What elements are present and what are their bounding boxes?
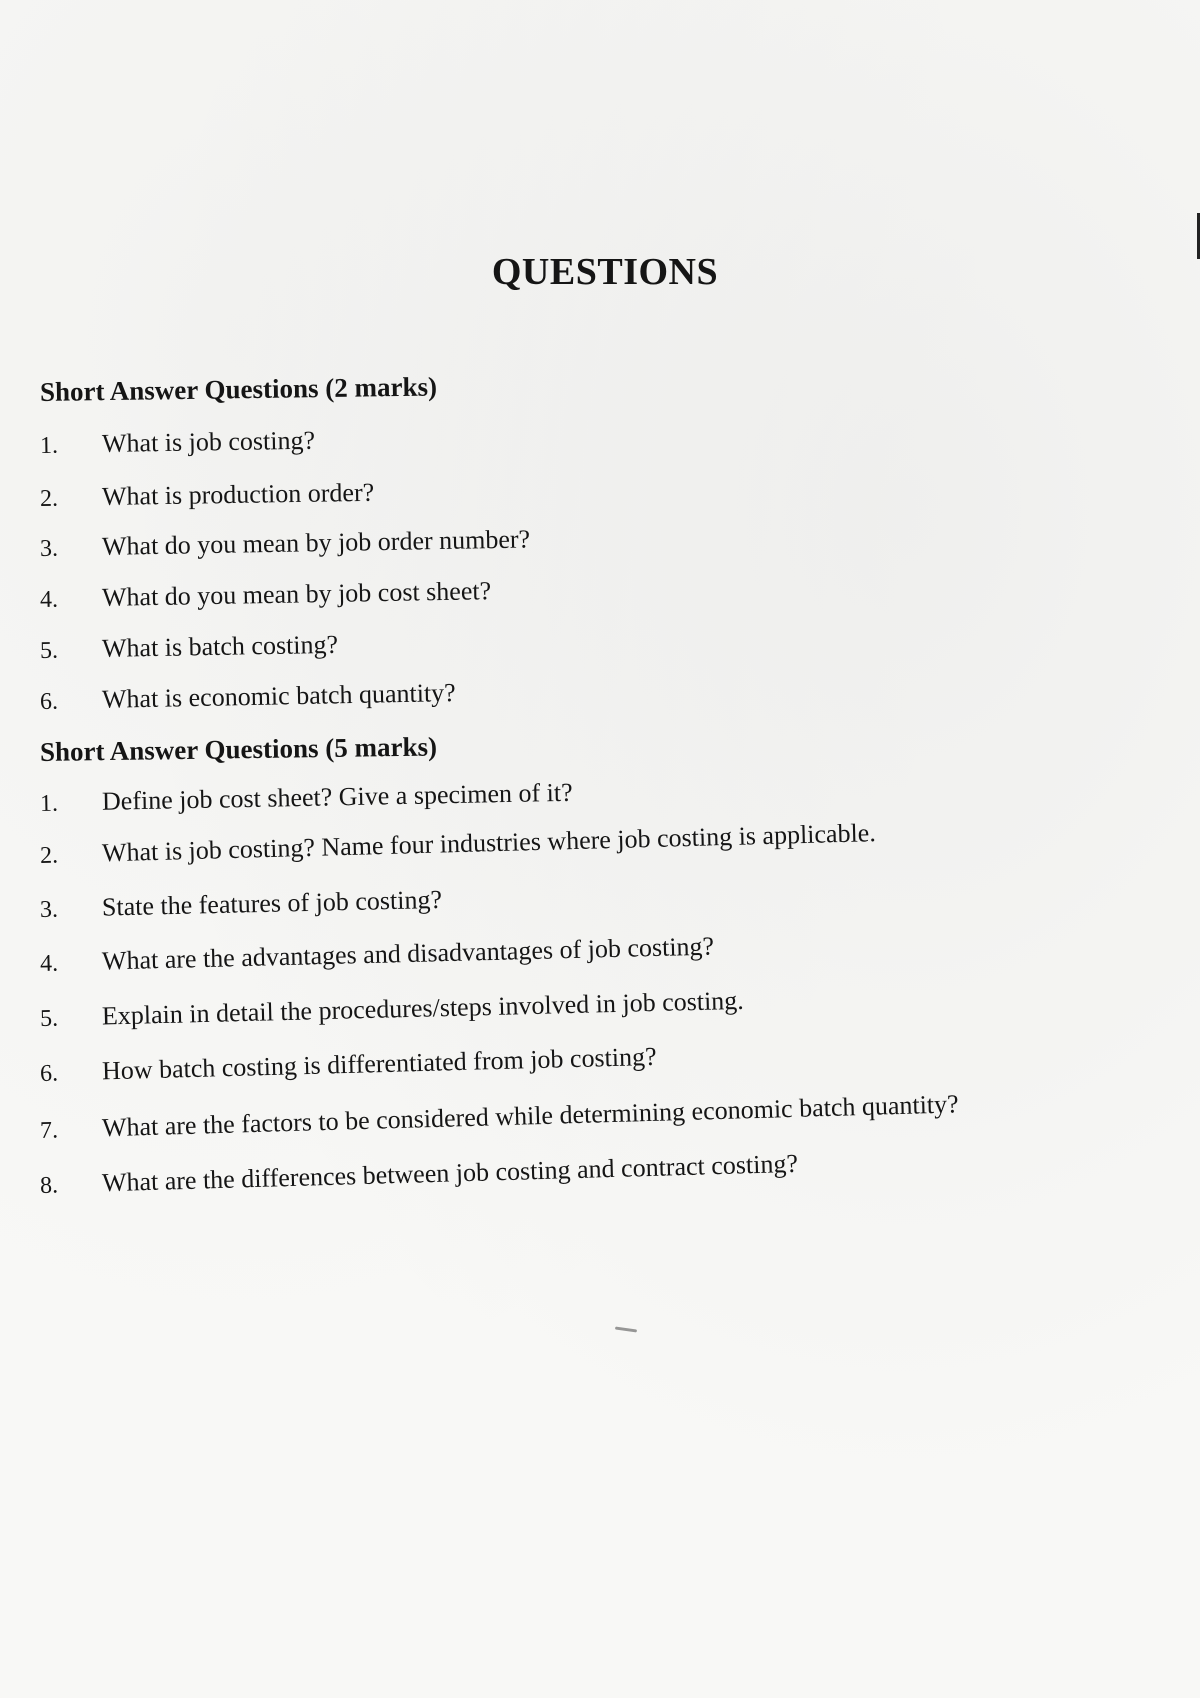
question-item	[40, 678, 456, 716]
question-text: What is economic batch quantity?	[101, 678, 456, 714]
question-number: 1.	[39, 432, 59, 459]
question-item	[40, 1042, 657, 1088]
question-item	[40, 818, 877, 870]
question-number: 1.	[39, 790, 59, 817]
question-text: What do you mean by job cost sheet?	[101, 576, 492, 612]
question-number: 5.	[39, 637, 59, 664]
question-item	[40, 524, 531, 563]
question-number: 5.	[39, 1005, 59, 1032]
question-number: 2.	[39, 485, 59, 512]
question-number: 7.	[39, 1117, 59, 1144]
ink-smudge	[615, 1326, 637, 1332]
question-item	[40, 478, 375, 513]
question-text: Define job cost sheet? Give a specimen of it?	[101, 777, 573, 816]
question-number: 8.	[39, 1172, 59, 1199]
section-heading-5-marks: Short Answer Questions (5 marks)	[39, 731, 438, 767]
question-item	[40, 778, 573, 818]
question-number: 4.	[39, 950, 59, 977]
question-item	[40, 1089, 959, 1145]
question-item	[40, 986, 744, 1033]
question-text: What do you mean by job order number?	[101, 524, 531, 561]
question-text: What is batch costing?	[101, 629, 339, 663]
question-text: What is job costing? Name four industries where job costing is applicable.	[101, 818, 877, 868]
question-item	[40, 576, 492, 614]
question-item	[40, 885, 443, 924]
question-text: What are the differences between job costing and contract costing?	[101, 1148, 799, 1198]
question-item	[40, 630, 339, 665]
question-number: 4.	[39, 586, 59, 613]
question-item	[40, 426, 315, 460]
question-text: What is production order?	[101, 477, 375, 512]
page-title: QUESTIONS	[491, 251, 719, 293]
question-number: 3.	[39, 535, 59, 562]
question-text: What are the advantages and disadvantages of job costing?	[101, 931, 715, 976]
question-number: 6.	[39, 688, 59, 715]
question-text: What are the factors to be considered while determining economic batch quantity?	[101, 1089, 959, 1143]
question-number: 2.	[39, 842, 59, 869]
question-number: 3.	[39, 896, 59, 923]
question-item	[40, 932, 715, 978]
question-text: What is job costing?	[101, 425, 316, 459]
question-text: How batch costing is differentiated from job costing?	[101, 1041, 657, 1086]
question-text: State the features of job costing?	[101, 884, 443, 922]
question-item	[40, 1149, 799, 1200]
section-heading-2-marks: Short Answer Questions (2 marks)	[39, 371, 438, 407]
question-text: Explain in detail the procedures/steps involved in job costing.	[101, 985, 745, 1031]
question-number: 6.	[39, 1060, 59, 1087]
